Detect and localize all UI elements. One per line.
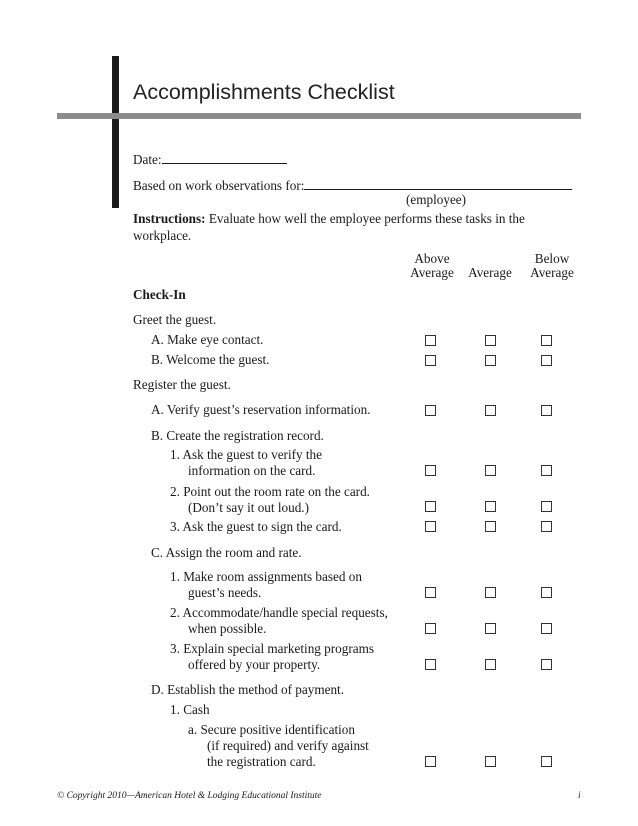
list-item: A. Verify guest’s reservation information. [151,402,371,417]
employee-field [133,175,572,193]
checkbox-above-average[interactable] [425,587,436,598]
checkbox-above-average[interactable] [425,501,436,512]
checkbox-below-average[interactable] [541,355,552,366]
list-item-continued: (if required) and verify against [207,738,369,753]
list-item-continued: (Don’t say it out loud.) [188,500,309,515]
column-above-line2: Average [410,265,454,280]
column-below-line2: Average [530,265,574,280]
title-rule [57,113,581,119]
list-item: 1. Cash [170,702,210,717]
checkbox-below-average[interactable] [541,335,552,346]
checkbox-below-average[interactable] [541,501,552,512]
list-item-continued: information on the card. [188,463,316,478]
list-item-continued: when possible. [188,621,267,636]
checkbox-above-average[interactable] [425,521,436,532]
list-item-continued: guest’s needs. [188,585,262,600]
list-item: 1. Ask the guest to verify the [170,447,322,462]
left-accent-bar [112,56,119,208]
checkbox-average[interactable] [485,756,496,767]
page-title: Accomplishments Checklist [133,80,395,104]
checkbox-below-average[interactable] [541,587,552,598]
checkbox-average[interactable] [485,335,496,346]
column-above-line1: Above [414,251,450,266]
checkbox-below-average[interactable] [541,465,552,476]
checkbox-average[interactable] [485,659,496,670]
checkbox-below-average[interactable] [541,521,552,532]
list-item: C. Assign the room and rate. [151,545,302,560]
list-item: Register the guest. [133,377,231,392]
checkbox-above-average[interactable] [425,623,436,634]
checkbox-below-average[interactable] [541,756,552,767]
list-item: 3. Ask the guest to sign the card. [170,519,342,534]
date-blank [162,149,287,164]
list-item: B. Welcome the guest. [151,352,270,367]
checkbox-average[interactable] [485,355,496,366]
checkbox-average[interactable] [485,465,496,476]
column-above-average [402,252,462,280]
checkbox-average[interactable] [485,521,496,532]
checkbox-average[interactable] [485,623,496,634]
instructions-line-2: workplace. [133,228,192,243]
copyright-footer: © Copyright 2010—American Hotel & Lodging Educational Institute [57,791,322,801]
instructions-line-1 [133,211,525,226]
list-item-continued: offered by your property. [188,657,321,672]
instructions-label: Instructions: [133,211,206,226]
based-on-label: Based on work observations for: [133,178,305,193]
date-field [133,149,287,167]
column-below-line1: Below [534,251,570,266]
list-item: A. Make eye contact. [151,332,264,347]
checkbox-below-average[interactable] [541,659,552,670]
list-item: a. Secure positive identification [188,722,355,737]
section-title: Check-In [133,287,186,302]
column-average: Average [468,265,512,280]
checkbox-above-average[interactable] [425,405,436,416]
checkbox-average[interactable] [485,501,496,512]
page-number: i [578,791,581,801]
list-item: 3. Explain special marketing programs [170,641,374,656]
employee-caption: (employee) [406,192,467,207]
date-label: Date: [133,152,162,167]
list-item: 1. Make room assignments based on [170,569,362,584]
list-item: D. Establish the method of payment. [151,682,345,697]
checkbox-average[interactable] [485,405,496,416]
list-item: Greet the guest. [133,312,217,327]
checkbox-above-average[interactable] [425,335,436,346]
checkbox-below-average[interactable] [541,623,552,634]
instructions-text: Evaluate how well the employee performs these tasks in the [208,211,525,226]
checkbox-below-average[interactable] [541,405,552,416]
checkbox-above-average[interactable] [425,355,436,366]
checkbox-above-average[interactable] [425,465,436,476]
list-item: 2. Point out the room rate on the card. [170,484,370,499]
checkbox-above-average[interactable] [425,659,436,670]
column-below-average [522,252,582,280]
checkbox-average[interactable] [485,587,496,598]
employee-blank [304,175,572,190]
checkbox-above-average[interactable] [425,756,436,767]
list-item: B. Create the registration record. [151,428,324,443]
list-item-continued: the registration card. [207,754,316,769]
list-item: 2. Accommodate/handle special requests, [170,605,388,620]
